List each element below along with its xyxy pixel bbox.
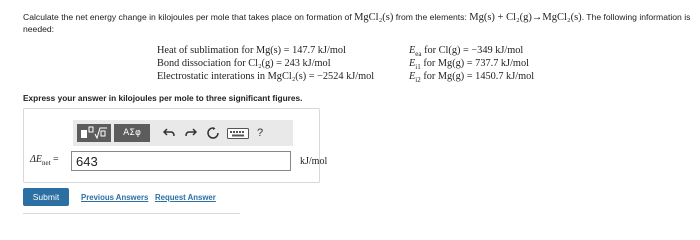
answer-panel — [23, 108, 328, 183]
data-row — [157, 57, 549, 70]
data-row — [157, 44, 549, 57]
data-left: Electrostatic interations in MgCl₂(s) = −2524 kJ/mol — [157, 71, 375, 82]
data-right: $E_{i2}$ for Mg(g) = 1450.7 kJ/mol — [409, 71, 535, 85]
question-suffix: . The following information is needed: — [23, 12, 691, 34]
question-equation: Mg(s) + Cl₂(g)→MgCl₂(s) — [469, 12, 582, 23]
redo-icon[interactable] — [180, 122, 202, 144]
question-middle: from the elements: — [393, 12, 470, 22]
help-icon[interactable]: ? — [256, 127, 264, 139]
divider — [23, 213, 240, 214]
data-right: $E_{i1}$ for Mg(g) = 737.7 kJ/mol — [409, 58, 529, 72]
request-answer-link[interactable]: Request Answer — [155, 193, 216, 202]
previous-answers-link[interactable]: Previous Answers — [81, 193, 149, 202]
templates-icon — [80, 126, 108, 140]
greek-symbols-button[interactable]: ΑΣφ — [114, 124, 150, 142]
question-formula: MgCl₂(s) — [354, 12, 394, 23]
unit-label: kJ/mol — [300, 156, 328, 167]
reset-icon[interactable] — [202, 122, 224, 144]
data-row — [157, 70, 549, 83]
question-prefix: Calculate the net energy change in kilojoules per mole that takes place on formation of — [23, 12, 355, 22]
question-text — [23, 12, 695, 35]
answer-label: $\Delta E_{net}$ = — [30, 154, 59, 167]
data-left: Bond dissociation for Cl₂(g) = 243 kJ/mol — [157, 58, 331, 69]
keyboard-icon[interactable] — [224, 122, 252, 144]
given-data-table — [157, 44, 549, 83]
answer-input[interactable] — [71, 151, 291, 171]
templates-button[interactable] — [77, 124, 111, 142]
undo-icon[interactable] — [158, 122, 180, 144]
math-toolbar — [73, 120, 293, 146]
data-left: Heat of sublimation for Mg(s) = 147.7 kJ/mol — [157, 45, 346, 56]
instruction-text: Express your answer in kilojoules per mole to three significant figures. — [23, 93, 303, 103]
data-right: $E_{ea}$ for Cl(g) = −349 kJ/mol — [409, 45, 524, 59]
submit-button[interactable]: Submit — [23, 188, 69, 206]
